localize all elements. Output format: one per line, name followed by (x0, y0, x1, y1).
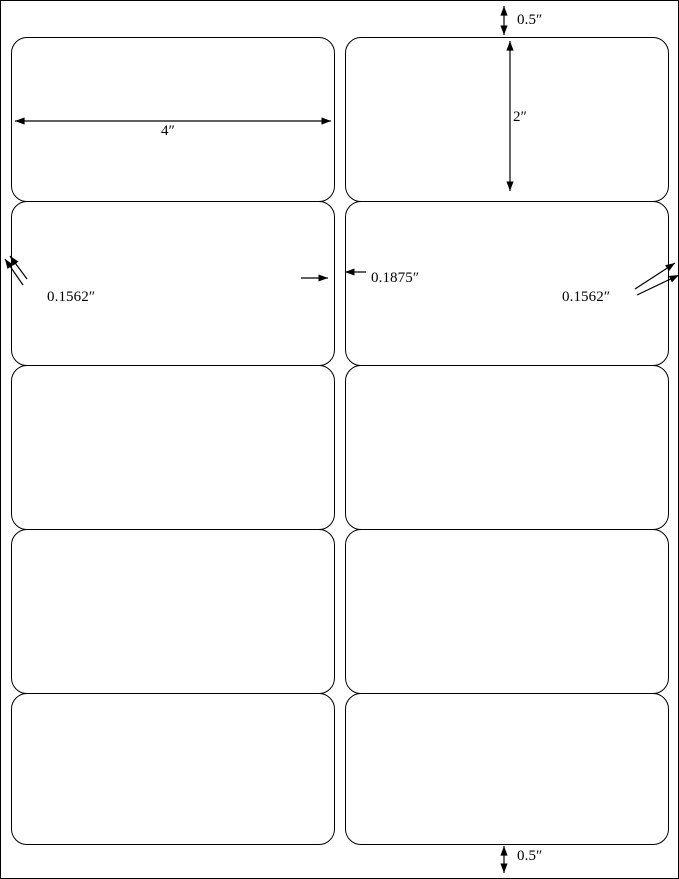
label-r5c1 (11, 693, 335, 845)
label-r5c2 (345, 693, 669, 845)
horizontal-gap-label: 0.1875″ (371, 270, 420, 286)
right-margin-label: 0.1562″ (562, 289, 611, 305)
left-margin-label: 0.1562″ (47, 289, 96, 305)
bottom-margin-label: 0.5″ (517, 848, 543, 864)
label-r3c2 (345, 365, 669, 530)
label-r1c1 (11, 37, 335, 202)
top-margin-label: 0.5″ (517, 12, 543, 28)
label-r3c1 (11, 365, 335, 530)
label-r4c2 (345, 529, 669, 694)
label-r4c1 (11, 529, 335, 694)
label-height-label: 2″ (513, 109, 527, 125)
label-r2c1 (11, 201, 335, 366)
label-r1c2 (345, 37, 669, 202)
label-width-label: 4″ (161, 123, 175, 139)
